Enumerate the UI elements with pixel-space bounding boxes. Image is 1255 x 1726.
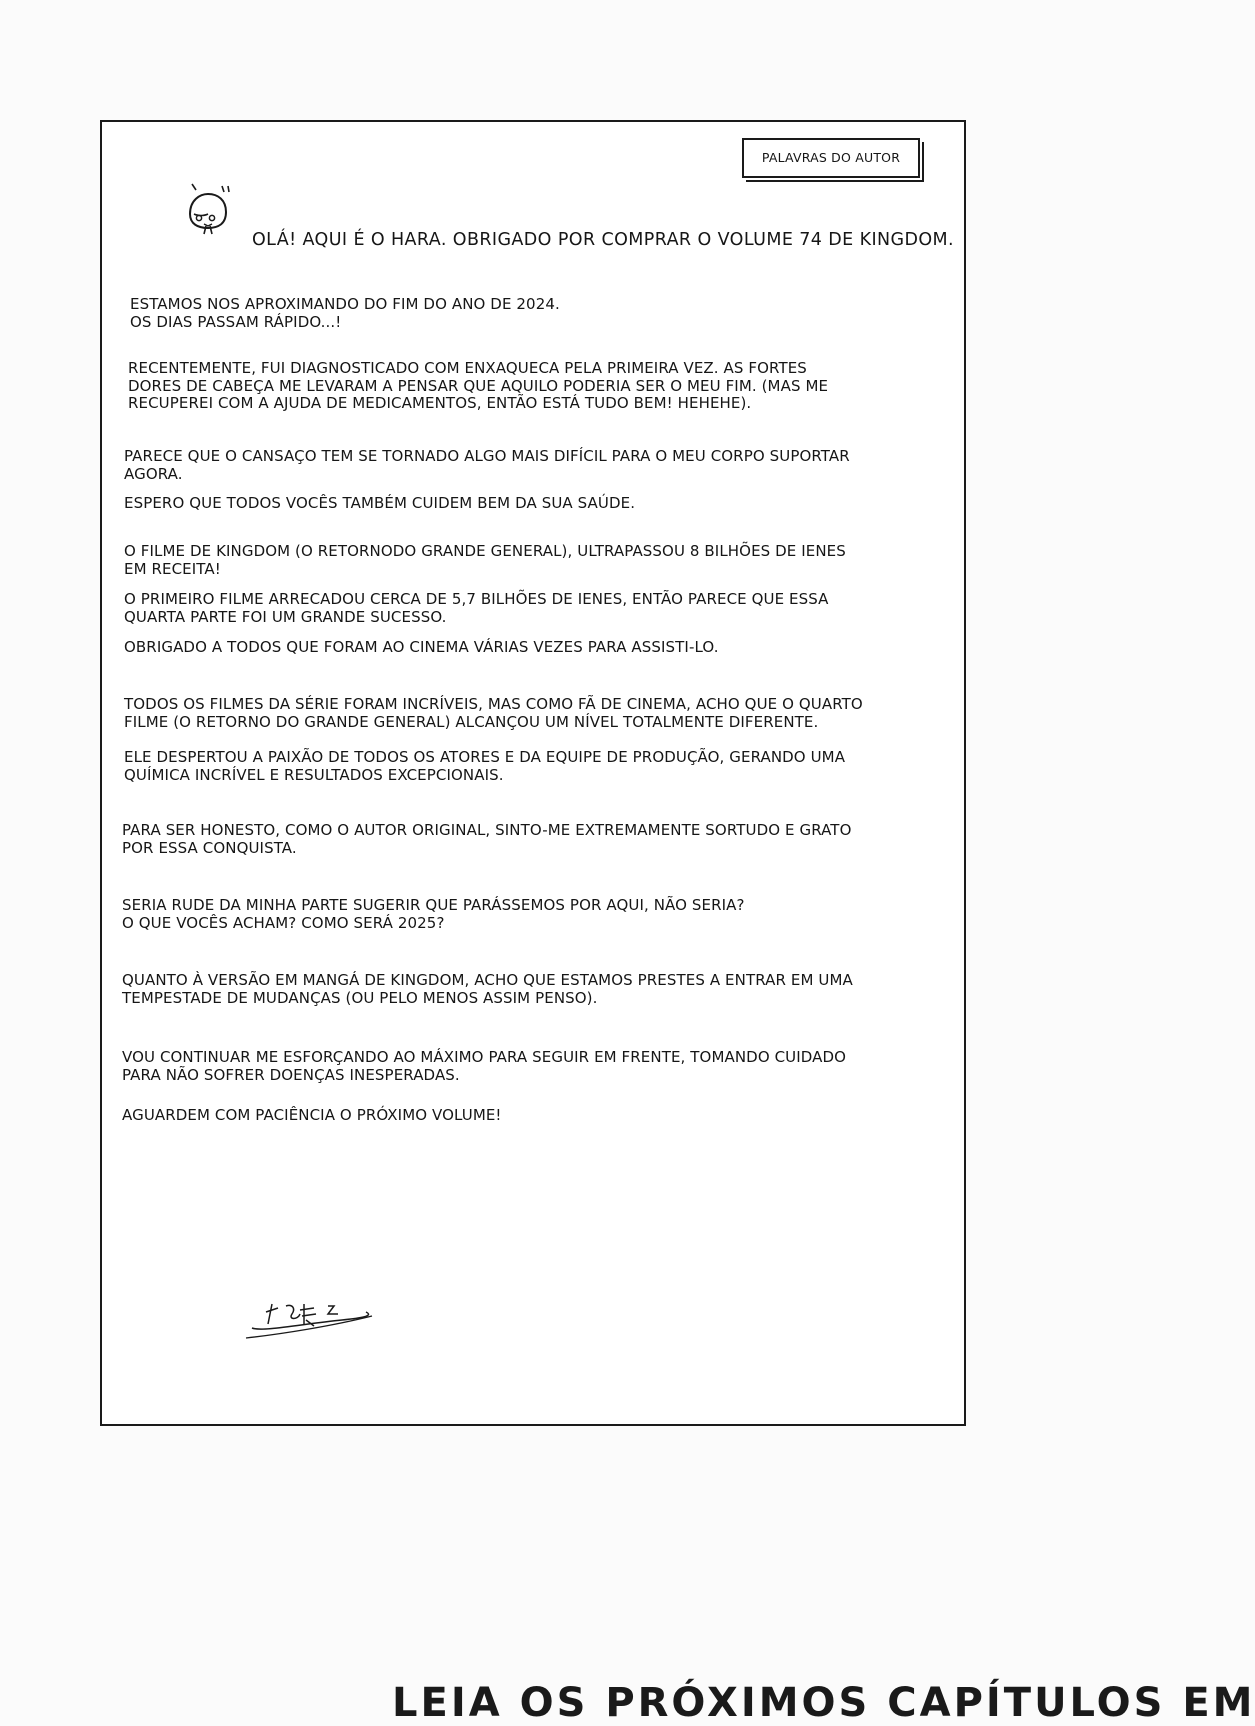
paragraph-movie-revenue: O FILME DE KINGDOM (O RETORNODO GRANDE GENERAL), ULTRAPASSOU 8 BILHÕES DE IENES EM RECEITA!: [124, 542, 846, 578]
paragraph-first-movie: O PRIMEIRO FILME ARRECADOU CERCA DE 5,7 BILHÕES DE IENES, ENTÃO PARECE QUE ESSA QUARTA PARTE FOI UM GRANDE SUCESSO.: [124, 590, 829, 626]
paragraph-fatigue: PARECE QUE O CANSAÇO TEM SE TORNADO ALGO MAIS DIFÍCIL PARA O MEU CORPO SUPORTAR AGORA.: [124, 447, 850, 483]
paragraph-fourth-movie: TODOS OS FILMES DA SÉRIE FORAM INCRÍVEIS, MAS COMO FÃ DE CINEMA, ACHO QUE O QUARTO FILME (O RETORNO DO GRANDE GENERAL) ALCANÇOU UM NÍVEL TOTALMENTE DIFERENTE.: [124, 695, 863, 731]
paragraph-migraine: RECENTEMENTE, FUI DIAGNOSTICADO COM ENXAQUECA PELA PRIMEIRA VEZ. AS FORTES DORES DE CABEÇA ME LEVARAM A PENSAR QUE AQUILO PODERIA SER O MEU FIM. (MAS ME RECUPEREI COM A AJUDA DE MEDICAMENTOS, ENTÃO ESTÁ TUDO BEM! HEHEHE).: [128, 359, 829, 412]
greeting-line: OLÁ! AQUI É O HARA. OBRIGADO POR COMPRAR O VOLUME 74 DE KINGDOM.: [252, 230, 954, 250]
author-signature: [242, 1294, 382, 1354]
paragraph-stop-here: SERIA RUDE DA MINHA PARTE SUGERIR QUE PARÁSSEMOS POR AQUI, NÃO SERIA? O QUE VOCÊS ACHAM? COMO SERÁ 2025?: [122, 896, 745, 932]
paragraph-manga-changes: QUANTO À VERSÃO EM MANGÁ DE KINGDOM, ACHO QUE ESTAMOS PRESTES A ENTRAR EM UMA TEMPESTADE DE MUDANÇAS (OU PELO MENOS ASSIM PENSO).: [122, 971, 853, 1007]
paragraph-grateful: PARA SER HONESTO, COMO O AUTOR ORIGINAL, SINTO-ME EXTREMAMENTE SORTUDO E GRATO POR ESSA CONQUISTA.: [122, 821, 852, 857]
paragraph-thanks-cinema: OBRIGADO A TODOS QUE FORAM AO CINEMA VÁRIAS VEZES PARA ASSISTI-LO.: [124, 638, 719, 656]
paragraph-year-end: ESTAMOS NOS APROXIMANDO DO FIM DO ANO DE 2024. OS DIAS PASSAM RÁPIDO...!: [130, 295, 560, 331]
paragraph-next-volume: AGUARDEM COM PACIÊNCIA O PRÓXIMO VOLUME!: [122, 1106, 502, 1124]
paragraph-passion: ELE DESPERTOU A PAIXÃO DE TODOS OS ATORES E DA EQUIPE DE PRODUÇÃO, GERANDO UMA QUÍMICA INCRÍVEL E RESULTADOS EXCEPCIONAIS.: [124, 748, 846, 784]
paragraph-keep-going: VOU CONTINUAR ME ESFORÇANDO AO MÁXIMO PARA SEGUIR EM FRENTE, TOMANDO CUIDADO PARA NÃO SOFRER DOENÇAS INESPERADAS.: [122, 1048, 847, 1084]
paragraph-health: ESPERO QUE TODOS VOCÊS TAMBÉM CUIDEM BEM DA SUA SAÚDE.: [124, 494, 636, 512]
author-mascot-icon: [184, 180, 248, 240]
section-title: PALAVRAS DO AUTOR: [742, 138, 920, 178]
footer-banner: LEIA OS PRÓXIMOS CAPÍTULOS EM: [392, 1680, 1255, 1726]
author-notes-page: [100, 120, 966, 1426]
